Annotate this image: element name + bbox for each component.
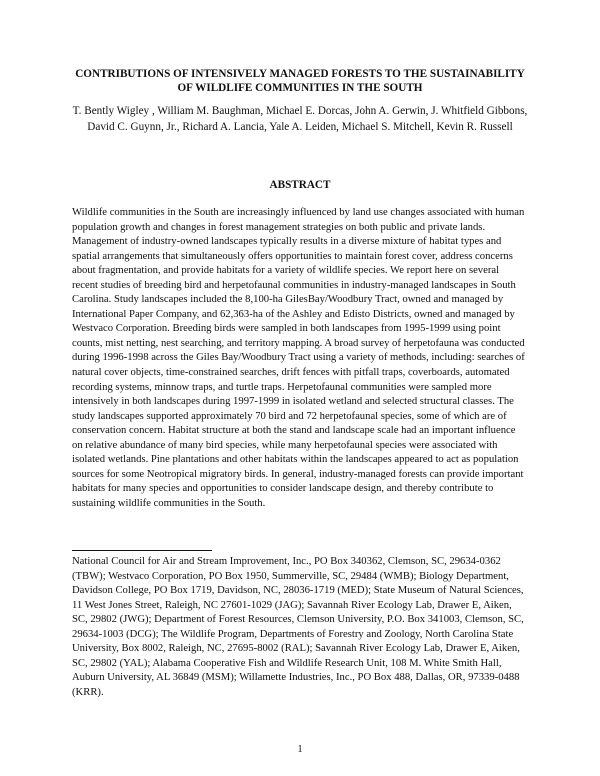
paper-title: CONTRIBUTIONS OF INTENSIVELY MANAGED FORESTS TO THE SUSTAINABILITY OF WILDLIFE COMMUNITIES IN THE SOUTH <box>75 68 525 94</box>
footnote-divider <box>72 550 212 551</box>
author-list: T. Bently Wigley , William M. Baughman, Michael E. Dorcas, John A. Gerwin, J. Whitfield Gibbons, David C. Guynn, Jr., Richard A. Lancia, Yale A. Leiden, Michael S. Mitchell, Kevin R. Russell <box>72 105 528 133</box>
abstract-body: Wildlife communities in the South are increasingly influenced by land use changes associated with human population growth and changes in forest management strategies on both public and private lands. Management of industry-owned landscapes typically results in a diverse mixture of habitat types and spatial arrangements that simultaneously offers opportunities to maintain forest cover, address concerns about fragmentation, and provide habitats for a variety of wildlife species. We report here on several recent studies of breeding bird and herpetofaunal communities in industry-managed landscapes in South Carolina. Study landscapes included the 8,100-ha GilesBay/Woodbury Tract, owned and managed by International Paper Company, and 62,363-ha of the Ashley and Edisto Districts, owned and managed by Westvaco Corporation. Breeding birds were sampled in both landscapes from 1995-1999 using point counts, mist netting, nest searching, and territory mapping. A broad survey of herpetofauna was conducted during 1996-1998 across the Giles Bay/Woodbury Tract using a variety of methods, including: searches of natural cover objects, time-constrained searches, drift fences with pitfall traps, coverboards, automated recording systems, minnow traps, and turtle traps. Herpetofaunal communities were sampled more intensively in both landscapes during 1997-1999 in isolated wetland and selected structural classes. The study landscapes supported approximately 70 bird and 72 herpetofaunal species, some of which are of conservation concern. Habitat structure at both the stand and landscape scale had an important influence on relative abundance of many bird species, while many herpetofaunal species were associated with isolated wetlands. Pine plantations and other habitats within the landscapes appeared to act as population sources for some Neotropical migratory birds. In general, industry-managed forests can provide important habitats for many species and opportunities to consider landscape design, and thereby contribute to sustaining wildlife communities in the South. <box>72 207 525 509</box>
abstract-heading: ABSTRACT <box>269 179 331 191</box>
author-affiliations-footnote: National Council for Air and Stream Improvement, Inc., PO Box 340362, Clemson, SC, 29634-0362 (TBW); Westvaco Corporation, PO Box 1950, Summerville, SC, 29484 (WMB); Biology Department, Davidson College, PO Box 1719, Davidson, NC, 28036-1719 (MED); State Museum of Natural Sciences, 11 West Jones Street, Raleigh, NC 27601-1029 (JAG); Savannah River Ecology Lab, Drawer E, Aiken, SC, 29802 (JWG); Department of Forest Resources, Clemson University, P.O. Box 341003, Clemson, SC, 29634-1003 (DCG); The Wildlife Program, Departments of Forestry and Zoology, North Carolina State University, Box 8002, Raleigh, NC, 27695-8002 (RAL); Savannah River Ecology Lab, Drawer E, Aiken, SC, 29802 (YAL); Alabama Cooperative Fish and Wildlife Research Unit, 108 M. White Smith Hall, Auburn University, AL 36849 (MSM); Willamette Industries, Inc., PO Box 488, Dallas, OR, 97339-0488 (KRR). <box>72 556 524 698</box>
page-number: 1 <box>297 744 303 755</box>
